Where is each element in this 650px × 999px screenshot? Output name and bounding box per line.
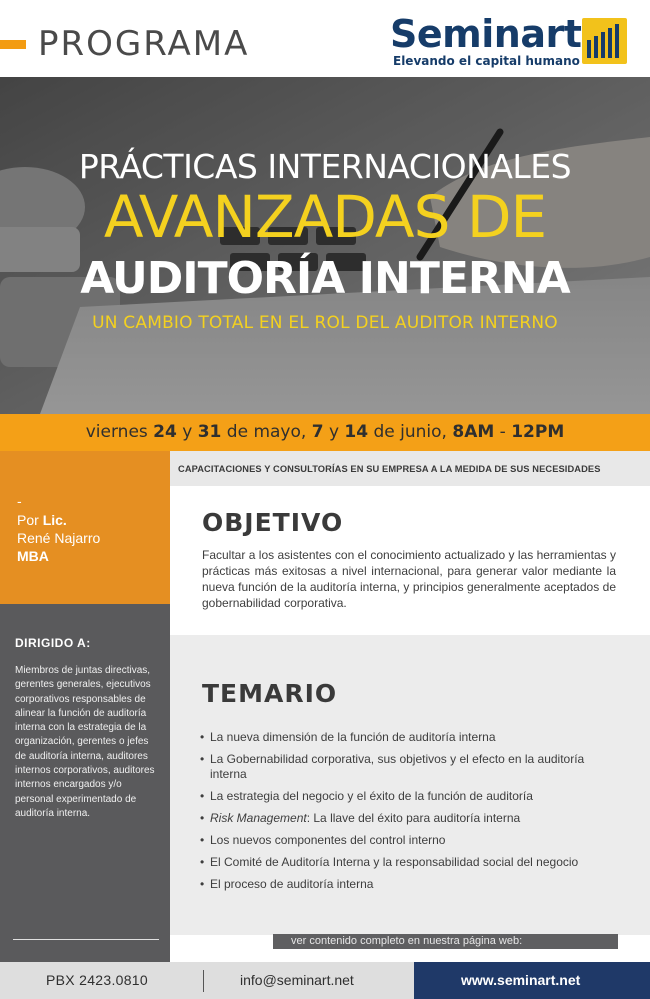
bar-chart-icon <box>582 18 627 64</box>
logo-wordmark: Seminart <box>390 12 582 56</box>
objective-heading: OBJETIVO <box>202 508 344 537</box>
list-item: • El proceso de auditoría interna <box>200 877 374 891</box>
accent-bar <box>0 40 26 49</box>
speaker-degree: MBA <box>17 548 49 564</box>
objective-section <box>170 486 650 635</box>
list-item: • La nueva dimensión de la función de auditoría interna <box>200 730 496 744</box>
hero-title-line2: AVANZADAS DE <box>103 183 547 251</box>
hero-banner <box>0 77 650 414</box>
web-note: ver contenido completo en nuestra página web: <box>273 934 618 949</box>
divider <box>13 939 159 940</box>
email-link[interactable]: info@seminart.net <box>240 972 354 988</box>
footer-divider <box>203 970 204 992</box>
phone-number[interactable]: PBX 2423.0810 <box>46 972 148 988</box>
header <box>0 0 650 77</box>
list-item: • Los nuevos componentes del control interno <box>200 833 446 847</box>
syllabus-heading: TEMARIO <box>202 679 338 708</box>
logo-tagline: Elevando el capital humano <box>393 54 580 68</box>
hero-title-line1: PRÁCTICAS INTERNACIONALES <box>78 147 572 186</box>
audience-heading: DIRIGIDO A: <box>15 636 91 650</box>
list-item: • Risk Management: La llave del éxito para auditoría interna <box>200 811 521 825</box>
speaker-info: Por Lic. René Najarro MBA <box>17 512 101 564</box>
seminart-logo[interactable] <box>390 12 630 70</box>
list-item: • La estrategia del negocio y el éxito de la función de auditoría <box>200 789 533 803</box>
services-strip: CAPACITACIONES Y CONSULTORÍAS EN SU EMPRESA A LA MEDIDA DE SUS NECESIDADES <box>170 451 650 486</box>
syllabus-list <box>200 730 618 899</box>
syllabus-section <box>170 635 650 935</box>
website-link[interactable]: www.seminart.net <box>414 962 650 999</box>
hero-subtitle: UN CAMBIO TOTAL EN EL ROL DEL AUDITOR INTERNO <box>92 313 558 333</box>
program-label: PROGRAMA <box>38 24 250 64</box>
speaker-name: René Najarro <box>17 530 101 546</box>
speaker-panel <box>0 451 170 604</box>
speaker-dash: - <box>17 493 22 509</box>
footer-contact <box>0 962 414 999</box>
list-item: • El Comité de Auditoría Interna y la responsabilidad social del negocio <box>200 855 579 869</box>
audience-body: Miembros de juntas directivas, gerentes generales, ejecutivos corporativos responsables de alinear la función de auditoría interna con la estrategia de la organización, gerentes o jefes de auditoría interna, auditores internos corporativos, auditores internos encargados y/o personal experimentado de auditoría interna. <box>15 665 155 819</box>
dates-bar: viernes 24 y 31 de mayo, 7 y 14 de junio, 8AM - 12PM <box>0 414 650 451</box>
objective-body: Facultar a los asistentes con el conocimiento actualizado y las herramientas y prácticas más exitosas a nivel internacional, para generar valor mediante la nueva función de la auditoría interna, y principios generalmente aceptados de gobernabilidad corporativa. <box>202 548 616 610</box>
audience-panel <box>0 604 170 962</box>
hero-title-line3: AUDITORÍA INTERNA <box>80 253 570 304</box>
list-item: • La Gobernabilidad corporativa, sus objetivos y el efecto en la auditoría interna <box>200 752 585 781</box>
